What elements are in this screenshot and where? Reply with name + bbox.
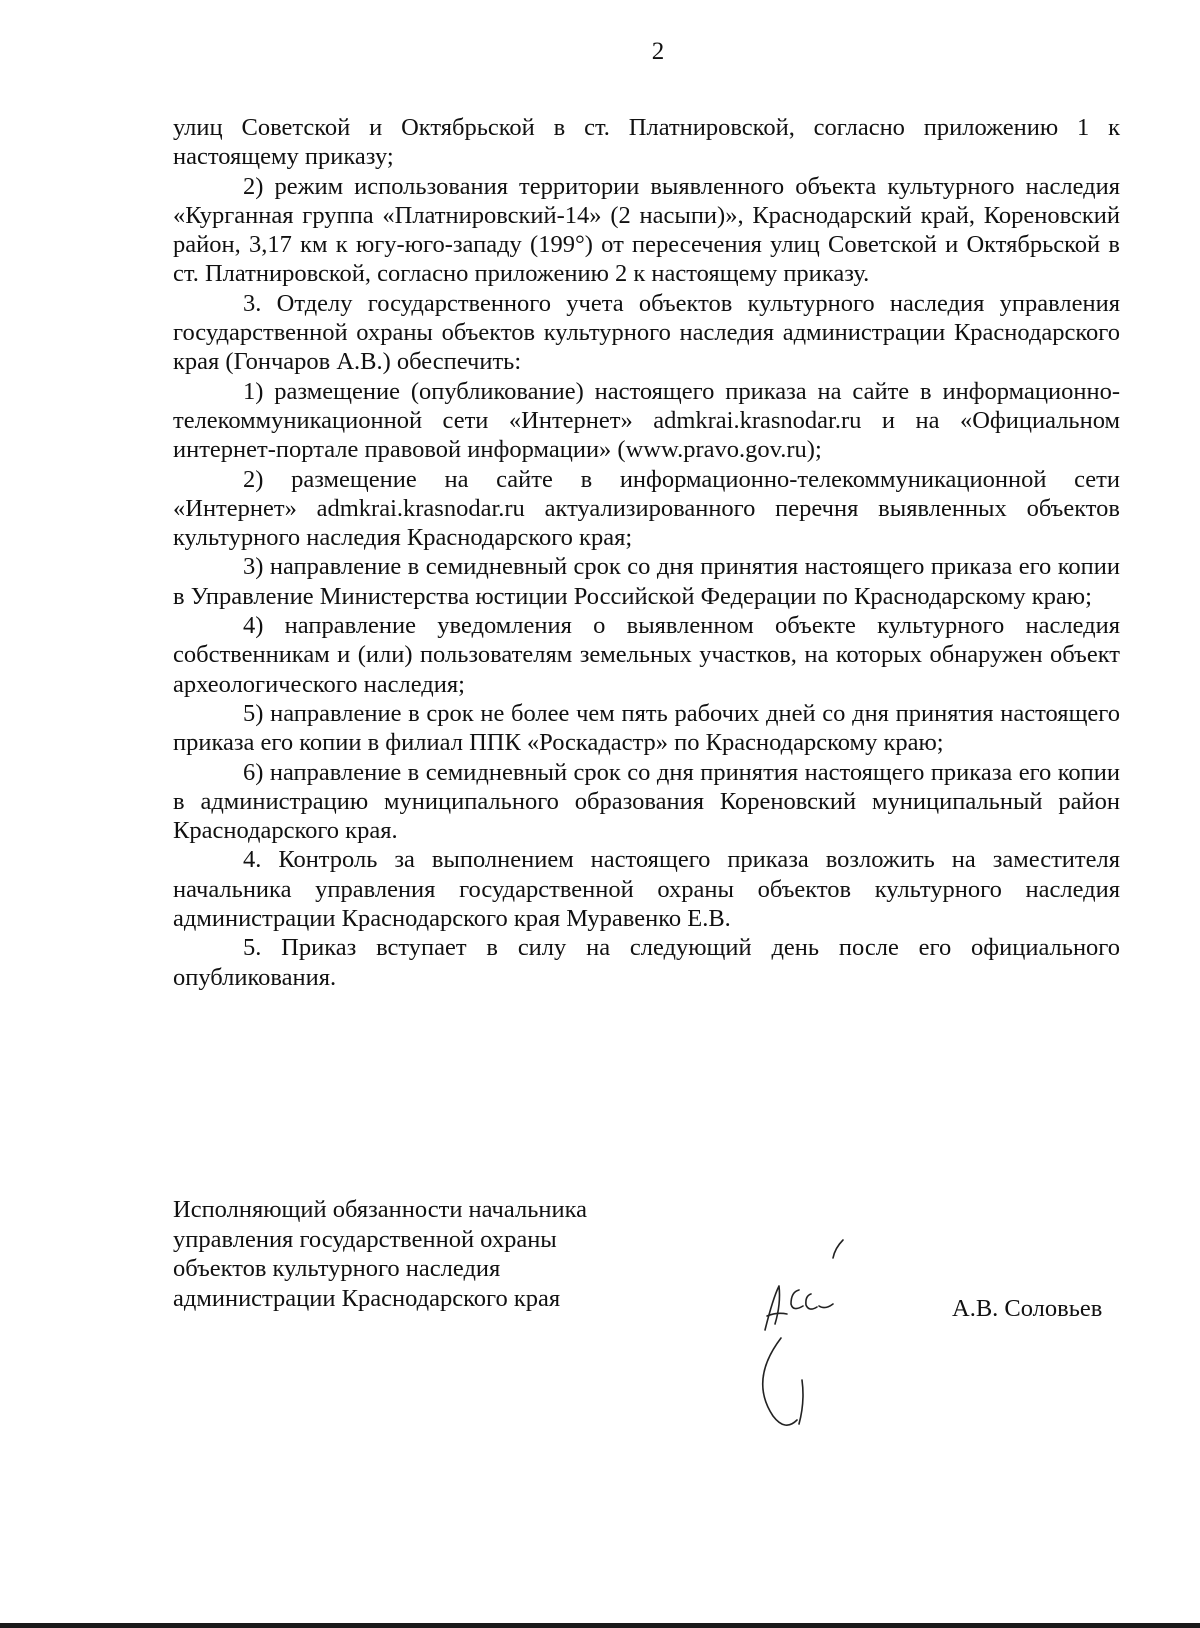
signatory-position-line: администрации Краснодарского края [173,1284,561,1312]
paragraph-continuation: улиц Советской и Октябрьской в ст. Платнировской, согласно приложению 1 к настоящему приказу; [173,114,1120,171]
signatory-position-line: управления государственной охраны [173,1225,557,1253]
paragraph-item-3-3: 3) направление в семидневный срок со дня принятия настоящего приказа его копии в Управление Министерства юстиции Российской Федерации по Краснодарскому краю; [173,553,1120,610]
handwritten-signature-icon [755,1220,885,1440]
document-body [173,113,1120,992]
signatory-position-line: объектов культурного наследия [173,1255,501,1282]
paragraph-section-5: 5. Приказ вступает в силу на следующий день после его официального опубликования. [173,934,1120,991]
signatory-position-line: Исполняющий обязанности начальника [173,1196,587,1223]
paragraph-section-4: 4. Контроль за выполнением настоящего приказа возложить на заместителя начальника управления государственной охраны объектов культурного наследия администрации Краснодарского края Муравенко Е.В. [173,846,1120,933]
page-number: 2 [651,38,665,65]
paragraph-item-2-regime: 2) режим использования территории выявленного объекта культурного наследия «Курганная группа «Платнировский-14» (2 насыпи)», Краснодарский край, Кореновский район, 3,17 км к югу-юго-западу (199°) от пересечения улиц Советской и Октябрьской в ст. Платнировской, согласно приложению 2 к настоящему приказу. [173,172,1120,288]
paragraph-item-3-6: 6) направление в семидневный срок со дня принятия настоящего приказа его копии в администрацию муниципального образования Кореновский муниципальный район Краснодарского края. [173,758,1120,845]
signatory-name: А.В. Соловьев [952,1295,1103,1322]
scan-edge [0,1623,1200,1628]
signatory-position [173,1195,693,1313]
paragraph-item-3-4: 4) направление уведомления о выявленном объекте культурного наследия собственникам и (или) пользователям земельных участков, на которых обнаружен объект археологического наследия; [173,612,1120,698]
paragraph-item-3-5: 5) направление в срок не более чем пять рабочих дней со дня принятия настоящего приказа его копии в филиал ППК «Роскадастр» по Краснодарскому краю; [173,699,1120,757]
paragraph-section-3: 3. Отделу государственного учета объектов культурного наследия управления государственной охраны объектов культурного наследия администрации Краснодарского края (Гончаров А.В.) обеспечить: [173,289,1120,376]
paragraph-item-3-2: 2) размещение на сайте в информационно-телекоммуникационной сети «Интернет» admkrai.krasnodar.ru актуализированного перечня выявленных объектов культурного наследия Краснодарского края; [173,465,1120,552]
paragraph-item-3-1: 1) размещение (опубликование) настоящего приказа на сайте в информационно-телекоммуникационной сети «Интернет» admkrai.krasnodar.ru и на «Официальном интернет-портале правовой информации» (www.pravo.gov.ru); [173,377,1120,464]
